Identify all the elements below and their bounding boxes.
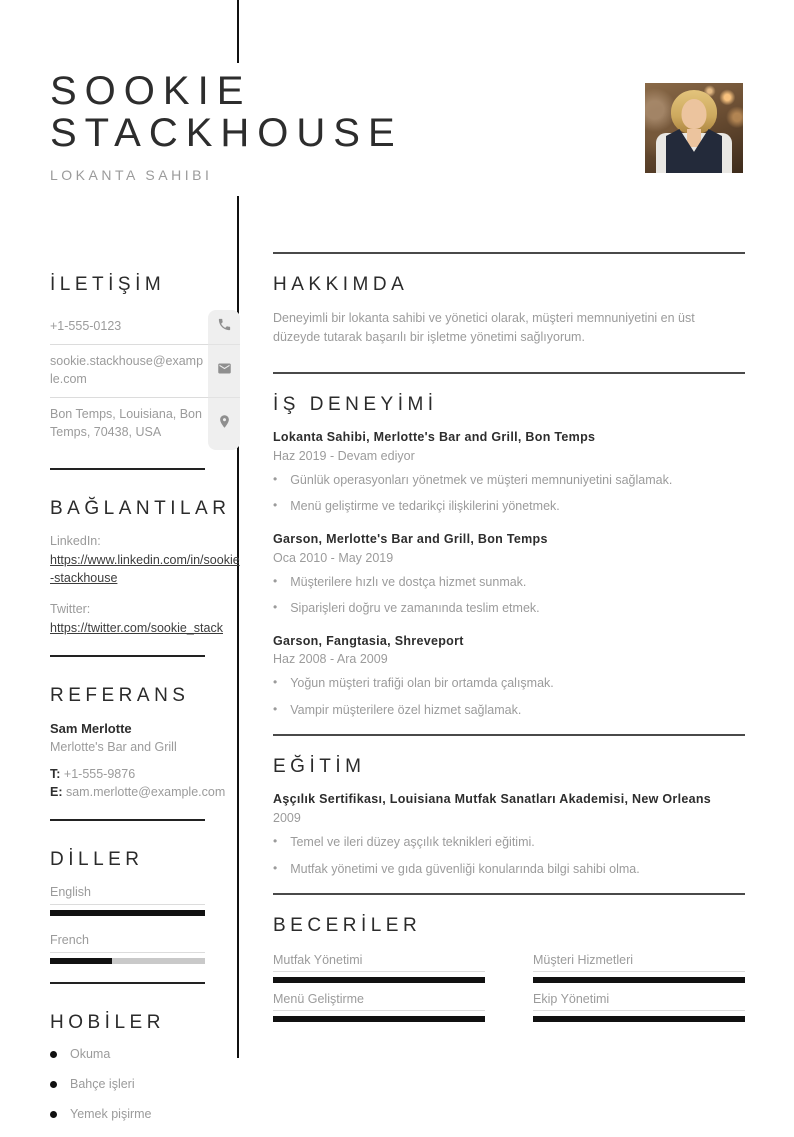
last-name: STACKHOUSE [50,111,403,156]
language-level-bar [50,910,205,916]
hobby-text: Bahçe işleri [70,1077,135,1092]
skill-item [273,992,485,1022]
top-divider-line [237,0,239,63]
bullet-icon: • [273,573,278,588]
linkedin-url[interactable]: https://www.linkedin.com/in/sookie-stackhouse [50,552,240,586]
contact-phone: +1-555-0123 [50,310,208,345]
languages-heading: DİLLER [50,849,144,871]
skill-name: Mutfak Yönetimi [273,953,485,972]
job-entry [273,531,745,618]
education-title: Aşçılık Sertifikası, Louisiana Mutfak Sanatları Akademisi, New Orleans [273,792,712,807]
job-title-line: Garson, Fangtasia, Shreveport [273,633,464,648]
section-divider [50,819,205,821]
contact-address: Bon Temps, Louisiana, Bon Temps, 70438, USA [50,407,202,440]
about-heading: HAKKIMDA [273,274,409,295]
sidebar [50,272,240,1137]
education-heading: EĞİTİM [273,756,366,778]
bullet-dot-icon [50,1081,57,1088]
hobby-item [50,1077,240,1091]
job-title-line: Lokanta Sahibi, Merlotte's Bar and Grill, Bon Temps [273,429,596,444]
language-name: English [50,885,205,905]
skills-heading: BECERİLER [273,915,422,937]
skill-item [273,953,485,983]
hobby-text: Yemek pişirme [70,1107,152,1122]
skill-name: Ekip Yönetimi [533,992,745,1011]
section-divider [50,468,205,470]
job-bullet: • Müşterilere hızlı ve dostça hizmet sunmak. [273,574,745,592]
skill-level-fill [273,1016,485,1022]
job-dates: Oca 2010 - May 2019 [273,550,394,565]
language-name: French [50,933,205,953]
photo-face [682,99,707,129]
section-rule [273,252,745,254]
job-bullet: • Siparişleri doğru ve zamanında teslim etmek. [273,600,745,618]
bullet-icon: • [273,600,278,614]
experience-heading: İŞ DENEYİMİ [273,393,438,415]
bullet-dot-icon [50,1111,57,1118]
education-bullet: • Temel ve ileri düzey aşçılık teknikleri eğitimi. [273,834,745,852]
email-icon [217,361,232,381]
reference-phone-label: T: [50,766,61,781]
skill-level-fill [533,977,745,983]
link-twitter [50,602,240,637]
job-bullet: • Menü geliştirme ve tedarikçi ilişkilerini yönetmek. [273,498,745,516]
skill-item [533,953,745,983]
bullet-icon: • [273,834,278,849]
contact-heading: İLETİŞİM [50,274,166,295]
reference-phone-value: +1-555-9876 [63,766,136,781]
about-text: Deneyimli bir lokanta sahibi ve yönetici olarak, müşteri memnuniyetini en üst düzeyde tutarak başarılı bir işletme yönetimi sağlıyorum. [273,311,695,345]
profile-photo [645,83,743,173]
job-title: LOKANTA SAHIBI [50,166,213,183]
linkedin-label: LinkedIn: [50,533,101,548]
reference-phone [50,765,240,783]
section-divider [50,655,205,657]
education-bullet: • Mutfak yönetimi ve gıda güvenliği konularında bilgi sahibi olma. [273,861,745,879]
job-entry [273,429,745,516]
job-bullet: • Vampir müşterilere özel hizmet sağlamak. [273,702,745,720]
hobby-item [50,1047,240,1061]
twitter-url[interactable]: https://twitter.com/sookie_stack [50,621,223,636]
main-column [273,252,745,1022]
bullet-icon: • [273,675,278,690]
skill-level-bar [273,1016,485,1022]
language-level-bar [50,958,205,964]
job-dates: Haz 2019 - Devam ediyor [273,448,415,463]
bullet-icon: • [273,701,278,716]
bullet-icon: • [273,860,278,875]
skills-grid [273,953,745,1022]
twitter-label: Twitter: [50,602,91,617]
skill-level-fill [533,1016,745,1022]
reference-company: Merlotte's Bar and Grill [50,739,177,754]
skill-level-fill [273,977,485,983]
job-title-line: Garson, Merlotte's Bar and Grill, Bon Temps [273,531,548,546]
education-dates: 2009 [273,811,301,826]
language-item [50,933,205,964]
reference-email [50,783,240,801]
skill-level-bar [273,977,485,983]
skill-item [533,992,745,1022]
job-bullet: • Günlük operasyonları yönetmek ve müşteri memnuniyetini sağlamak. [273,472,745,490]
skill-name: Menü Geliştirme [273,992,485,1011]
phone-icon [217,317,232,337]
section-rule [273,893,745,895]
hobbies-heading: HOBİLER [50,1011,165,1033]
section-rule [273,734,745,736]
job-entry [273,633,745,720]
skill-name: Müşteri Hizmetleri [533,953,745,972]
section-divider [50,982,205,984]
header [50,70,610,183]
link-linkedin [50,534,240,587]
language-level-fill [50,958,112,964]
contact-email: sookie.stackhouse@example.com [50,345,208,398]
reference-email-label: E: [50,785,63,800]
hobby-text: Okuma [70,1047,111,1062]
bullet-icon: • [273,498,278,513]
reference-heading: REFERANS [50,685,190,707]
reference-name: Sam Merlotte [50,720,132,736]
bullet-icon: • [273,471,278,486]
links-heading: BAĞLANTILAR [50,498,231,520]
language-level-fill [50,910,205,916]
education-entry [273,791,745,878]
reference-email-value: sam.merlotte@example.com [65,785,226,800]
skill-level-bar [533,1016,745,1022]
job-dates: Haz 2008 - Ara 2009 [273,652,388,667]
bullet-dot-icon [50,1051,57,1058]
location-icon [217,414,232,434]
skill-level-bar [533,977,745,983]
contact-list [50,310,240,451]
language-item [50,885,205,916]
section-rule [273,372,745,374]
first-name: SOOKIE [50,69,252,113]
job-bullet: • Yoğun müşteri trafiği olan bir ortamda çalışmak. [273,675,745,693]
person-name [50,70,610,155]
hobby-item [50,1107,240,1121]
